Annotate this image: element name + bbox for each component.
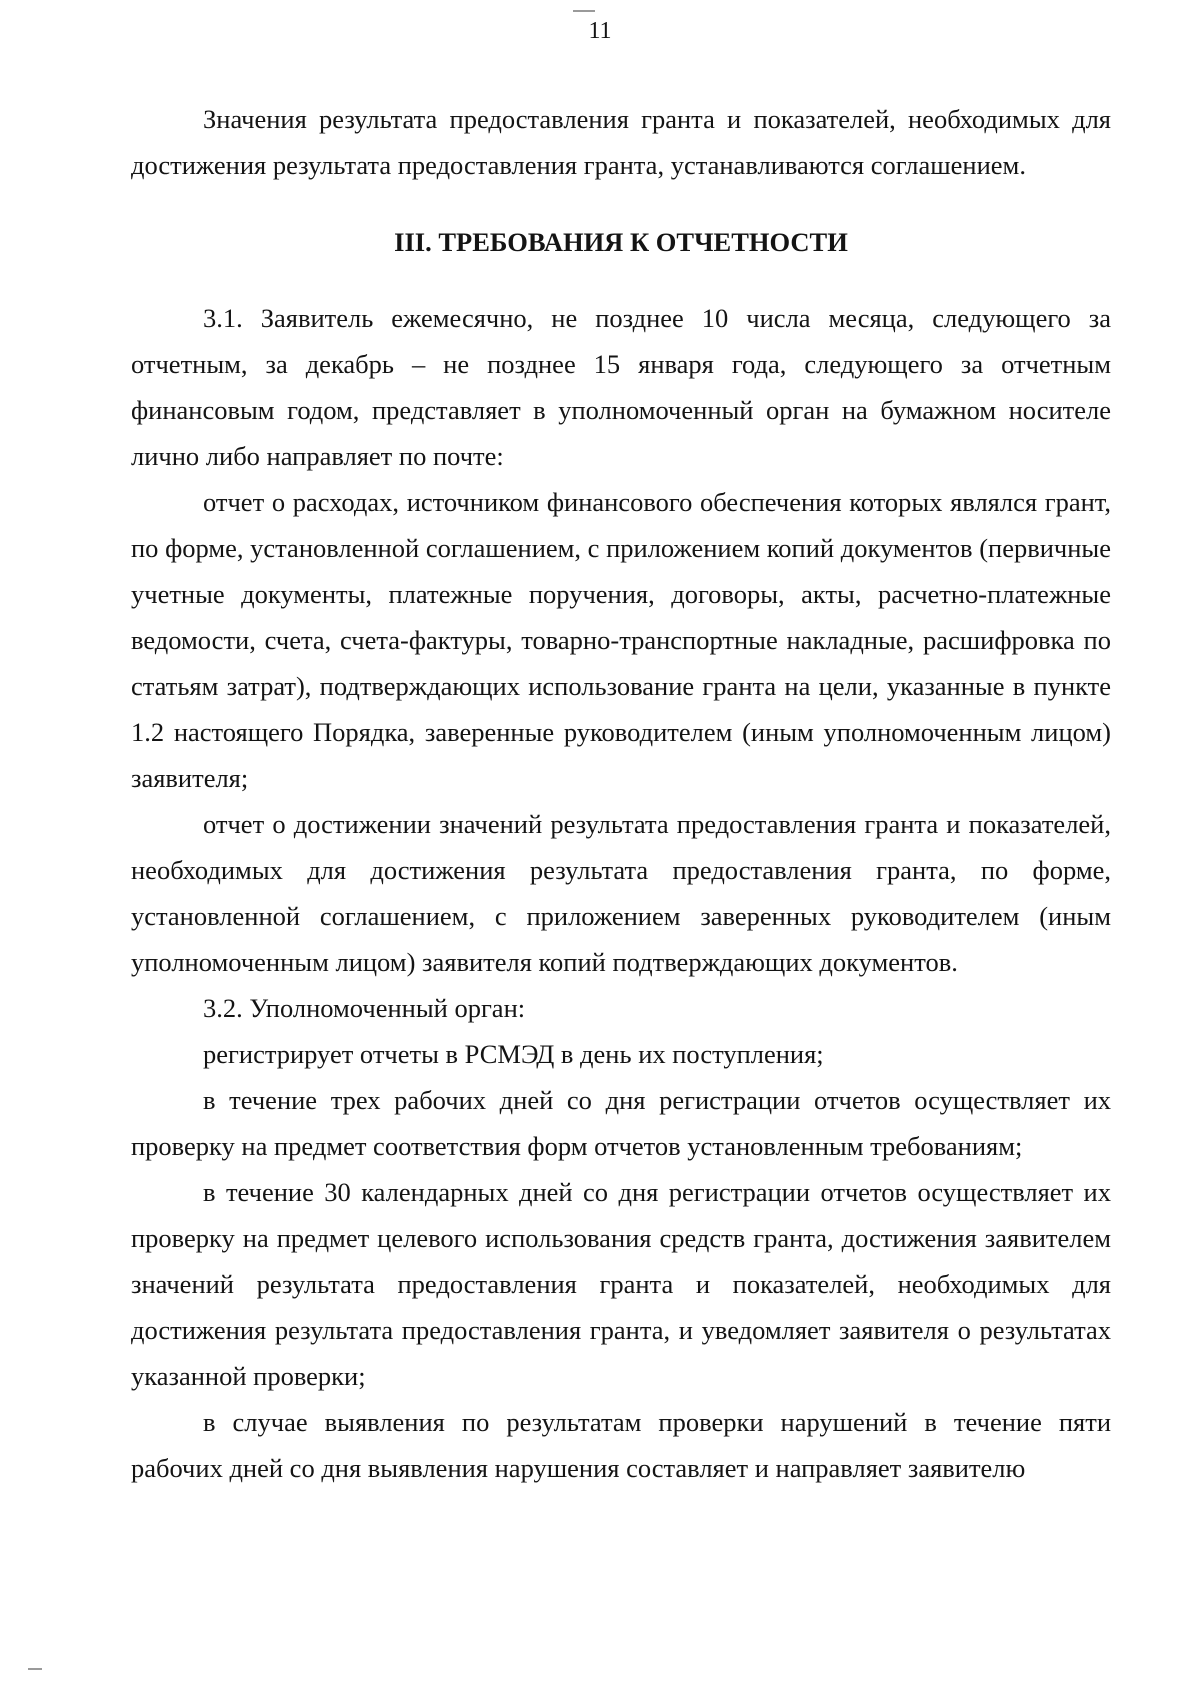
document-body — [131, 96, 1111, 1491]
paragraph-3-2: 3.2. Уполномоченный орган: — [203, 993, 526, 1023]
page-number: 11 — [588, 18, 612, 44]
paragraph-registration: регистрирует отчеты в РСМЭД в день их поступления; — [203, 1039, 824, 1069]
paragraph-3-1: 3.1. Заявитель ежемесячно, не позднее 10 числа месяца, следующего за отчетным, за декабрь – не позднее 15 января года, следующего за отчетным финансовым годом, представляет в уполномоченный орган на бумажном носителе лично либо направляет по почте: — [131, 303, 1111, 471]
section-heading: III. ТРЕБОВАНИЯ К ОТЧЕТНОСТИ — [394, 227, 848, 257]
scan-artifact — [28, 1668, 42, 1670]
paragraph-results-report: отчет о достижении значений результата предоставления гранта и показателей, необходимых для достижения результата предоставления гранта, по форме, установленной соглашением, с приложением заверенных руководителем (иным уполномоченным лицом) заявителя копий подтверждающих документов. — [131, 809, 1111, 977]
paragraph-expense-report: отчет о расходах, источником финансового обеспечения которых являлся грант, по форме, установленной соглашением, с приложением копий документов (первичные учетные документы, платежные поручения, договоры, акты, расчетно-платежные ведомости, счета, счета-фактуры, товарно-транспортные накладные, расшифровка по статьям затрат), подтверждающих использование гранта на цели, указанные в пункте 1.2 настоящего Порядка, заверенные руководителем (иным уполномоченным лицом) заявителя; — [131, 487, 1111, 793]
scan-artifact — [573, 10, 595, 12]
paragraph-target-check: в течение 30 календарных дней со дня регистрации отчетов осуществляет их проверку на предмет целевого использования средств гранта, достижения заявителем значений результата предоставления гранта и показателей, необходимых для достижения результата предоставления гранта, и уведомляет заявителя о результатах указанной проверки; — [131, 1177, 1111, 1391]
paragraph-violations: в случае выявления по результатам проверки нарушений в течение пяти рабочих дней со дня выявления нарушения составляет и направляет заявителю — [131, 1407, 1111, 1483]
paragraph-form-check: в течение трех рабочих дней со дня регистрации отчетов осуществляет их проверку на предмет соответствия форм отчетов установленным требованиям; — [131, 1085, 1111, 1161]
intro-paragraph: Значения результата предоставления гранта и показателей, необходимых для достижения результата предоставления гранта, устанавливаются соглашением. — [131, 104, 1111, 180]
